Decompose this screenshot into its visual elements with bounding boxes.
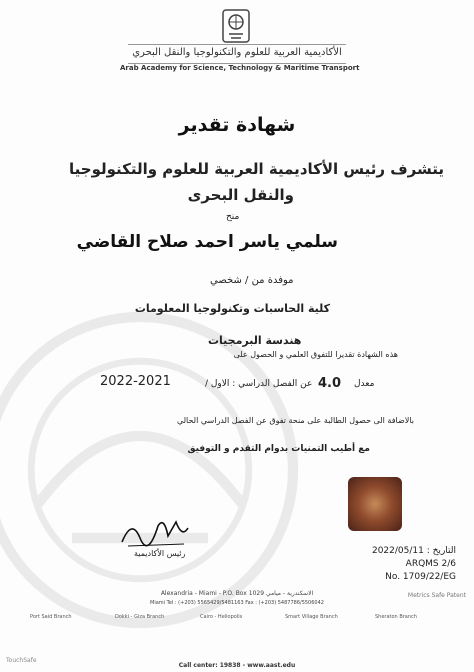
signature-icon [118, 508, 192, 552]
honor-line-2: والنقل البحرى [187, 186, 294, 204]
department-name: هندسة البرمجيات [208, 334, 302, 347]
signature-title: رئيس الأكاديمية [134, 549, 186, 558]
statement-text: هذه الشهادة تقديرا للتفوق العلمي و الحصول على [233, 350, 398, 359]
grant-label: منح [226, 212, 240, 222]
branch-1: Port Said Branch [30, 614, 72, 620]
honor-line-1: يتشرف رئيس الأكاديمية العربية للعلوم والتكنولوجيا [69, 160, 444, 178]
branch-4: Smart Village Branch [285, 614, 338, 620]
org-name-arabic: الأكاديمية العربية للعلوم والتكنولوجيا والنقل البحري [128, 44, 346, 64]
wishes-text: مع أطيب التمنيات بدوام التقدم و التوفيق [187, 444, 370, 454]
issue-date-label: التاريخ : [426, 546, 456, 556]
certificate-title: شهادة تقدير [178, 114, 296, 136]
issue-date-value: 2022/05/11 [371, 546, 424, 556]
metrics-label: Metrics Safe Patent [407, 592, 466, 599]
footer-phones: Miami Tel : (+203) 5565429/5481163 Fax : (+203) 5487786/5506042 [150, 600, 324, 606]
issue-info [346, 545, 456, 584]
academy-logo-icon [221, 8, 251, 44]
term-value: 2022-2021 [100, 374, 171, 389]
hologram-seal-icon [348, 477, 402, 531]
faculty-name: كلية الحاسبات وتكنولوجيا المعلومات [134, 302, 330, 315]
org-name-english: Arab Academy for Science, Technology & Maritime Transport [120, 64, 360, 72]
branch-3: Cairo - Heliopolis [200, 614, 243, 620]
scholarship-note: بالاضافة الى حصول الطالبة على منحة تفوق عن الفصل الدراسي الحالي [176, 416, 414, 425]
footer-city-line: Alexandria - Miami - P.O. Box 1029 الاسكندرية - ميامي [160, 590, 314, 597]
issue-date-row [346, 545, 456, 558]
sponsor-line: موفدة من / شخصي [210, 275, 294, 286]
call-center: Call center: 19838 - www.aast.edu [178, 662, 296, 669]
term-label: عن الفصل الدراسي : الاول / [205, 379, 313, 389]
rate-value: 4.0 [318, 376, 342, 391]
rate-label: معدل [354, 379, 375, 389]
branch-2: Dokki - Giza Branch [115, 614, 165, 620]
branch-5: Sheraton Branch [375, 614, 417, 620]
form-code: ARQMS 2/6 [405, 559, 456, 569]
certificate-number: No. 1709/22/EG [385, 572, 456, 582]
touchsafe-label: TouchSafe [6, 657, 37, 664]
student-name: سلمي ياسر احمد صلاح القاضي [76, 232, 338, 252]
footer [0, 584, 474, 672]
